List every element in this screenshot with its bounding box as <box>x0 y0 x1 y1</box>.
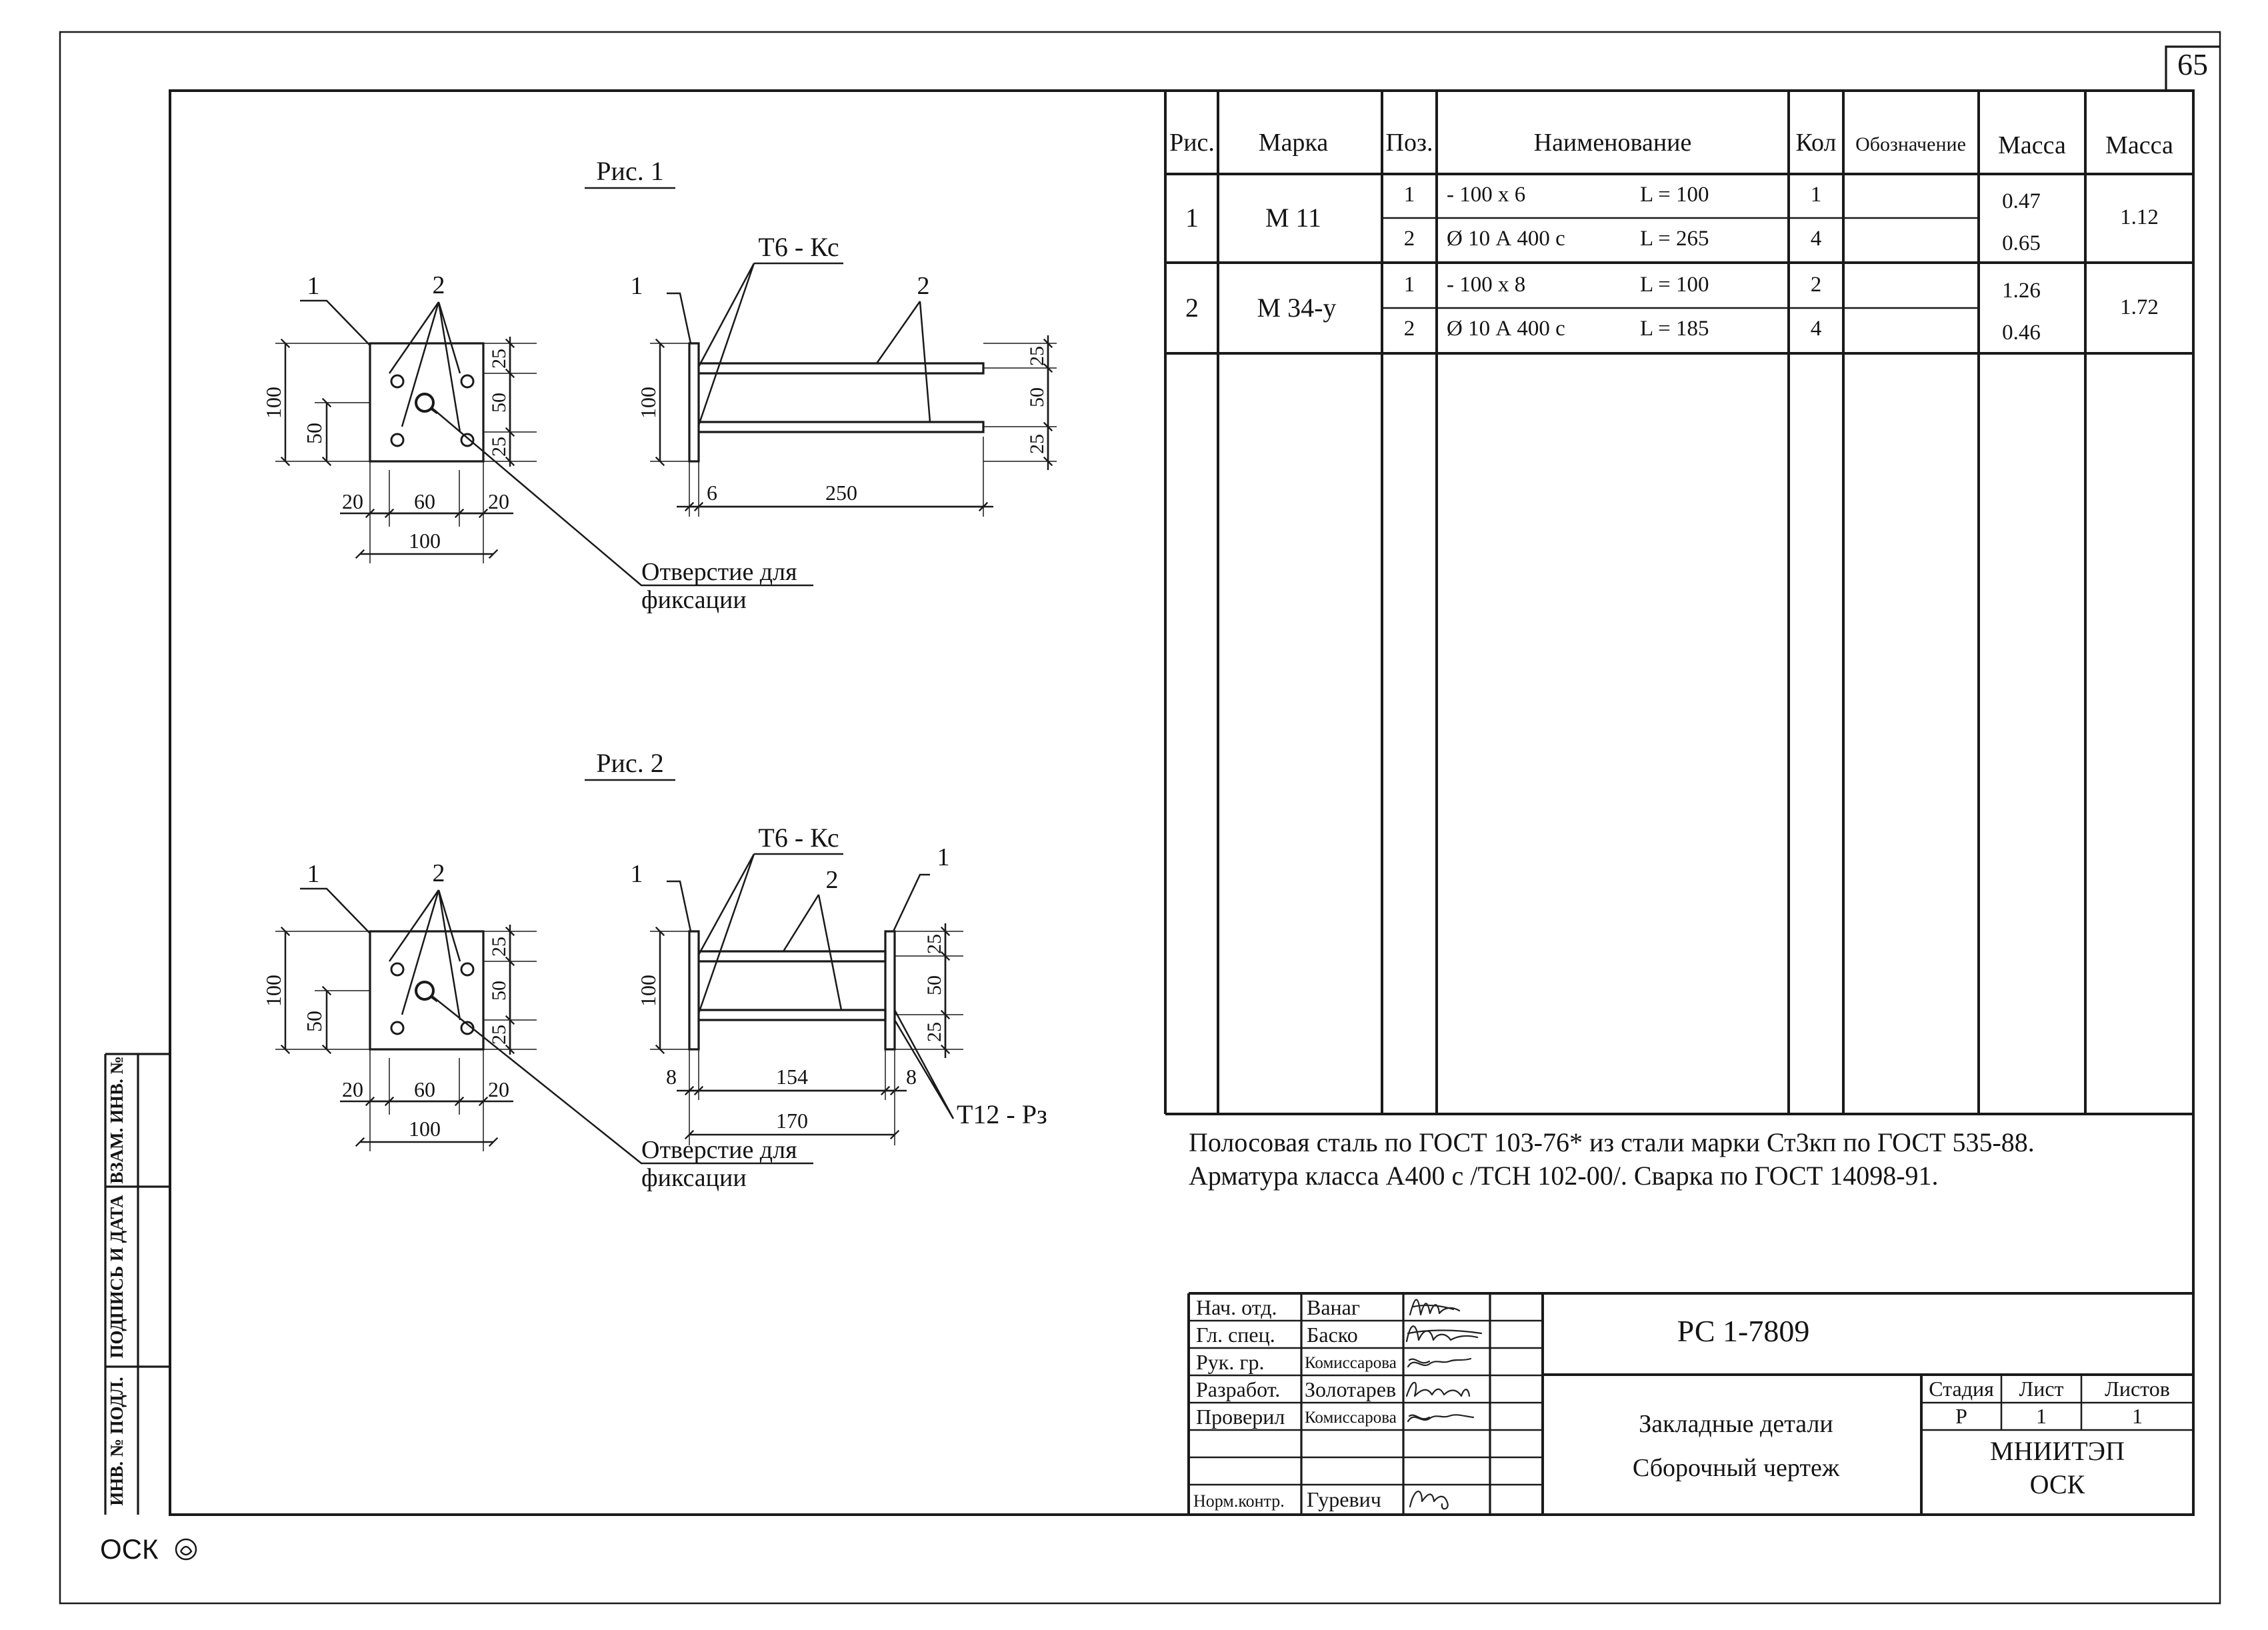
page-number: 65 <box>2177 47 2208 81</box>
callout-number: 1 <box>630 860 643 888</box>
dim-edge: 25 <box>1026 346 1048 366</box>
table-cell-pos: 1 <box>1403 273 1415 297</box>
table-cell-pos: 2 <box>1403 317 1415 341</box>
dim-edge: 20 <box>342 489 363 513</box>
dim-edge: 25 <box>923 1022 945 1042</box>
hole-note: Отверстие для <box>641 558 797 586</box>
weld-label: Т12 - Рз <box>957 1099 1047 1129</box>
column-header: Обозначение <box>1855 133 1966 155</box>
weld-label: Т6 - Кс <box>758 232 839 262</box>
table-cell-mass: 0.47 <box>2002 189 2041 213</box>
column-header: Кол <box>1795 129 1837 157</box>
table-cell-qty: 1 <box>1810 183 1822 207</box>
table-cell-length: L = 100 <box>1640 273 1709 297</box>
hole-note: фиксации <box>641 586 747 614</box>
table-cell-mass: 0.46 <box>2002 321 2041 345</box>
dim-edge: 25 <box>488 937 510 957</box>
dim-edge: 25 <box>488 349 510 369</box>
callout-number: 2 <box>432 859 445 887</box>
table-cell-fig: 1 <box>1185 203 1199 233</box>
staff-role: Проверил <box>1196 1405 1285 1429</box>
table-cell-name: Ø 10 А 400 с <box>1447 317 1565 341</box>
spec-header-row <box>1169 129 2173 159</box>
stage-value: Р <box>1955 1404 1967 1428</box>
dim-edge: 25 <box>923 934 945 954</box>
spec-group <box>1185 183 2159 255</box>
organization: ОСК <box>2029 1469 2085 1499</box>
bar-hole-icon <box>391 434 403 446</box>
document-code: РС 1-7809 <box>1677 1314 1810 1348</box>
dim-edge: 20 <box>488 489 509 513</box>
sheets-header: Листов <box>2105 1377 2170 1401</box>
plate-front-view <box>261 271 813 585</box>
bar-hole-icon <box>461 375 473 387</box>
table-cell-name: - 100 х 8 <box>1447 273 1526 297</box>
table-cell-name: - 100 х 6 <box>1447 183 1526 207</box>
table-cell-qty: 2 <box>1810 273 1822 297</box>
table-row <box>1404 227 2041 255</box>
dim-spacing: 50 <box>488 393 510 413</box>
signature-mark <box>1408 1415 1473 1421</box>
table-cell-mass: 1.26 <box>2002 279 2041 303</box>
archive-mark: ОСК <box>100 1533 159 1565</box>
bar-hole-icon <box>391 963 403 975</box>
column-header: Наименование <box>1533 129 1692 157</box>
dim-edge: 25 <box>488 437 510 457</box>
table-row <box>1404 273 2041 303</box>
side-stamp <box>105 1054 170 1515</box>
hole-note: фиксации <box>641 1164 747 1192</box>
table-row <box>1404 183 2041 213</box>
dim-plate: 6 <box>707 481 717 505</box>
dim-height: 100 <box>636 975 660 1007</box>
table-cell-fig: 2 <box>1185 293 1199 323</box>
column-header: Масса <box>2105 131 2173 159</box>
dim-height: 100 <box>261 975 285 1007</box>
dim-width: 100 <box>409 529 441 553</box>
signature-mark <box>1407 1383 1469 1396</box>
signatures <box>1407 1300 1481 1509</box>
title-block <box>1189 1293 2193 1515</box>
staff-name: Комиссарова <box>1305 1354 1397 1372</box>
dim-edge: 20 <box>488 1077 509 1101</box>
table-cell-mass: 0.65 <box>2002 231 2041 255</box>
bar-hole-icon <box>391 375 403 387</box>
staff-name: Ванаг <box>1307 1295 1360 1319</box>
dim-edge: 20 <box>342 1077 363 1101</box>
sheet-value: 1 <box>2036 1404 2047 1428</box>
figure-title: Рис. 2 <box>596 748 664 778</box>
side-stamp-cell: ВЗАМ. ИНВ. № <box>107 1056 127 1184</box>
table-row <box>1404 317 2041 345</box>
dim-edge: 25 <box>1026 434 1048 454</box>
table-cell-length: L = 185 <box>1640 317 1709 341</box>
figure-1 <box>261 156 1057 614</box>
general-notes <box>1189 1127 2035 1191</box>
table-cell-pos: 2 <box>1403 227 1415 251</box>
figure-title: Рис. 1 <box>596 156 664 186</box>
table-cell-length: L = 265 <box>1640 227 1709 251</box>
staff-role: Разработ. <box>1196 1377 1281 1401</box>
dim-plate: 8 <box>666 1065 677 1089</box>
dim-spacing: 50 <box>488 981 510 1001</box>
dim-center: 50 <box>302 1011 326 1032</box>
staff-name: Золотарев <box>1305 1377 1397 1401</box>
spec-table <box>1165 91 2193 1114</box>
weld-label: Т6 - Кс <box>758 823 839 853</box>
side-stamp-cell: ПОДПИСЬ И ДАТА <box>107 1195 127 1359</box>
staff-role: Гл. спец. <box>1196 1323 1275 1347</box>
side-stamp-cell: ИНВ. № ПОДЛ. <box>107 1377 127 1506</box>
stage-header: Стадия <box>1929 1377 1994 1401</box>
dim-total: 170 <box>776 1109 808 1133</box>
sheet-frame <box>60 32 2220 1603</box>
archive-stamp-icon <box>176 1539 196 1559</box>
staff-role: Норм.контр. <box>1193 1491 1285 1511</box>
bar-hole-icon <box>461 963 473 975</box>
staff-role: Рук. гр. <box>1196 1350 1265 1374</box>
dim-width: 100 <box>409 1117 441 1141</box>
dim-center: 50 <box>302 423 326 444</box>
column-header: Масса <box>1998 131 2066 159</box>
dim-bar: 250 <box>825 481 857 505</box>
callout-number: 1 <box>307 860 320 888</box>
callout-number: 2 <box>432 271 445 299</box>
dim-spacing: 60 <box>414 1077 435 1101</box>
hole-note: Отверстие для <box>641 1136 797 1164</box>
table-cell-mark: М 34-у <box>1257 293 1337 323</box>
signature-mark <box>1407 1326 1481 1341</box>
note-line: Арматура класса А400 с /ТСН 102-00/. Сварка по ГОСТ 14098-91. <box>1189 1161 1939 1191</box>
table-cell-total-mass: 1.12 <box>2120 205 2159 229</box>
dim-spacing: 50 <box>923 975 945 995</box>
side-view <box>631 232 1057 517</box>
staff-name: Гуревич <box>1307 1487 1381 1511</box>
callout-number: 2 <box>917 272 930 300</box>
callout-number: 1 <box>937 843 950 871</box>
signature-mark <box>1410 1491 1448 1509</box>
table-cell-name: Ø 10 А 400 с <box>1447 227 1565 251</box>
dim-edge: 25 <box>488 1025 510 1045</box>
document-title: Закладные детали <box>1639 1410 1833 1438</box>
table-cell-total-mass: 1.72 <box>2120 295 2159 319</box>
bar-hole-icon <box>461 434 473 446</box>
sheets-value: 1 <box>2132 1404 2143 1428</box>
dim-spacing: 50 <box>1026 387 1048 407</box>
table-cell-mark: М 11 <box>1265 203 1322 233</box>
column-header: Рис. <box>1169 129 1215 157</box>
staff-name: Комиссарова <box>1305 1409 1397 1427</box>
dim-height: 100 <box>636 387 660 419</box>
dim-spacing: 60 <box>414 489 435 513</box>
side-view <box>631 823 1047 1145</box>
table-cell-length: L = 100 <box>1640 183 1709 207</box>
column-header: Поз. <box>1385 129 1433 157</box>
staff-role: Нач. отд. <box>1196 1295 1277 1319</box>
note-line: Полосовая сталь по ГОСТ 103-76* из стали марки Ст3кп по ГОСТ 535-88. <box>1189 1127 2035 1157</box>
callout-number: 1 <box>630 272 643 300</box>
document-title: Сборочный чертеж <box>1632 1454 1840 1482</box>
sheet-header: Лист <box>2019 1377 2064 1401</box>
bar-hole-icon <box>391 1022 403 1034</box>
dim-height: 100 <box>261 387 285 419</box>
figure-2 <box>261 748 1047 1192</box>
dim-bar: 154 <box>776 1065 808 1089</box>
signature-mark <box>1408 1359 1471 1367</box>
callout-number: 1 <box>307 272 320 300</box>
column-header: Марка <box>1258 129 1329 157</box>
table-cell-pos: 1 <box>1403 183 1415 207</box>
dim-plate: 8 <box>906 1065 917 1089</box>
signature-mark <box>1410 1300 1459 1315</box>
staff-name: Баско <box>1307 1323 1358 1347</box>
table-cell-qty: 4 <box>1810 227 1822 251</box>
table-cell-qty: 4 <box>1810 317 1822 341</box>
plate-front-view <box>261 859 813 1163</box>
callout-number: 2 <box>825 866 839 894</box>
organization: МНИИТЭП <box>1990 1436 2125 1466</box>
